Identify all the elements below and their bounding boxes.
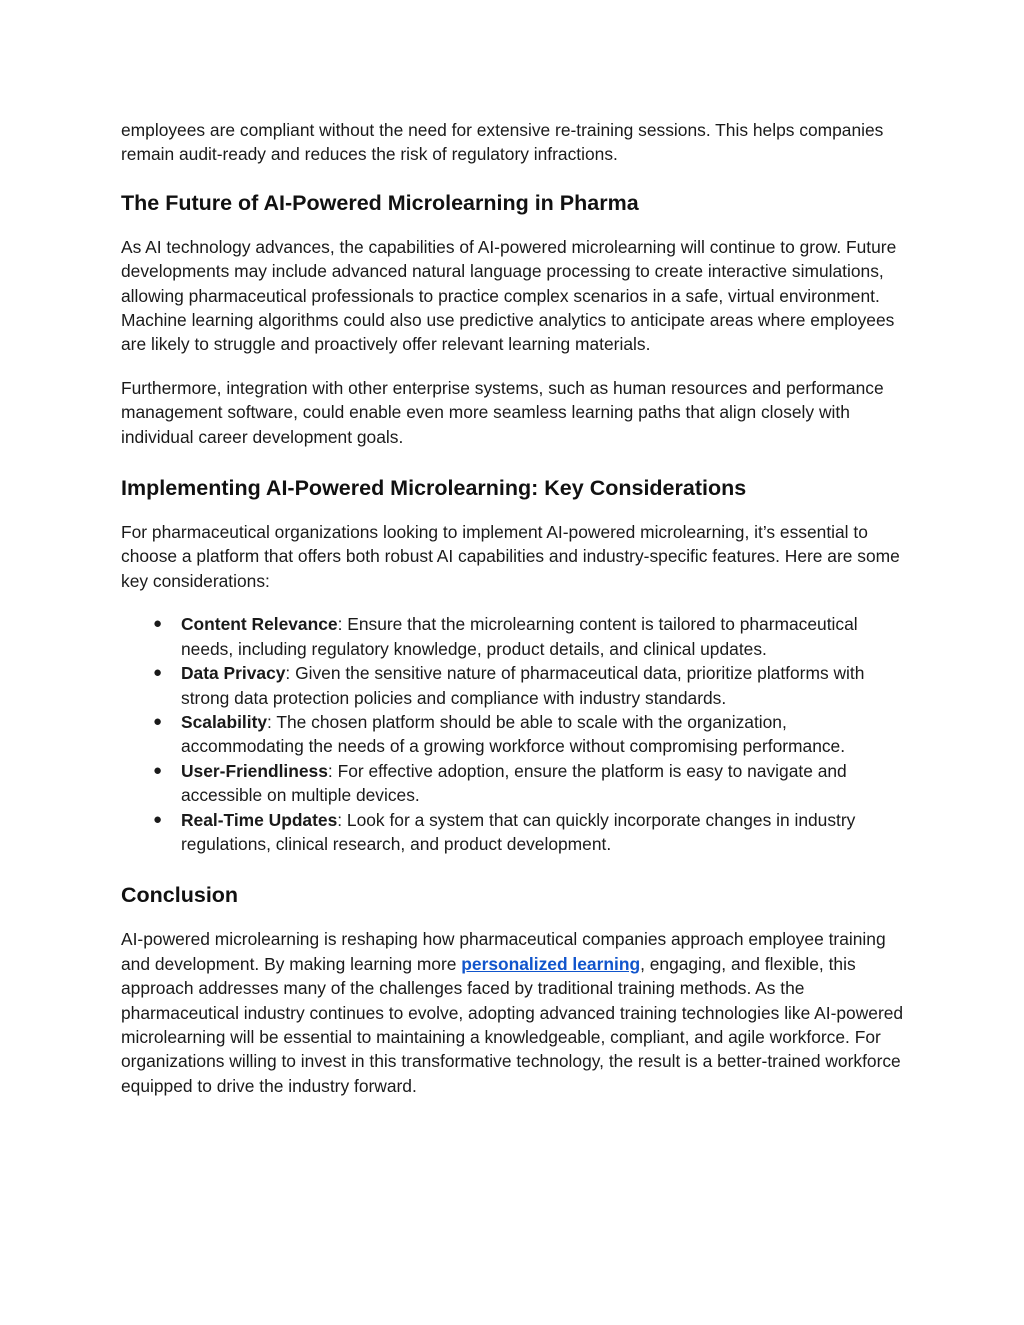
list-item [121, 661, 911, 710]
implementing-heading: Implementing AI-Powered Microlearning: Key Considerations [121, 476, 747, 501]
conclusion-text-end: , engaging, and flexible, this approach addresses many of the challenges faced by traditional training methods. As the pharmaceutical industry continues to evolve, adopting advanced training technologies like AI-powered microlearning will be essential to maintaining a knowledgeable, compliant, and agile workforce. For organizations willing to invest in this transformative technology, the result is a better-trained workforce equipped to drive the industry forward. [121, 953, 904, 1096]
list-item [121, 759, 911, 808]
bullet-icon: ● [153, 810, 163, 828]
list-item [121, 612, 911, 661]
list-item [121, 710, 911, 759]
conclusion-heading: Conclusion [121, 883, 239, 908]
list-item-term: Data Privacy [181, 663, 286, 684]
future-paragraph-1: As AI technology advances, the capabilities of AI-powered microlearning will continue to grow. Future developments may include advanced natural language processing to create interactive simulations, allowing pharmaceutical professionals to practice complex scenarios in a safe, virtual environment. Machine learning algorithms could also use predictive analytics to anticipate areas where employees are likely to struggle and proactively offer relevant learning materials. [121, 236, 897, 355]
bullet-icon: ● [153, 664, 163, 682]
conclusion-paragraph [121, 927, 911, 1098]
future-heading: The Future of AI-Powered Microlearning in Pharma [121, 190, 639, 215]
list-item-term: User-Friendliness [181, 760, 328, 781]
future-paragraph-2: Furthermore, integration with other enterprise systems, such as human resources and performance management software, could enable even more seamless learning paths that align closely with individual career development goals. [121, 377, 884, 447]
conclusion-text-start: AI-powered microlearning is reshaping how pharmaceutical companies approach employee training and development. By making learning more [121, 929, 886, 974]
document-page [121, 118, 911, 1098]
personalized-learning-link[interactable]: personalized learning [461, 953, 641, 974]
list-item-text: : For effective adoption, ensure the platform is easy to navigate and accessible on multiple devices. [181, 760, 847, 806]
list-item [121, 808, 911, 857]
list-item-term: Real-Time Updates [181, 809, 338, 830]
list-item-term: Scalability [181, 711, 268, 732]
implementing-paragraph: For pharmaceutical organizations looking to implement AI-powered microlearning, it’s essential to choose a platform that offers both robust AI capabilities and industry-specific features. Here are some key considerations: [121, 522, 900, 591]
list-item-text: : Given the sensitive nature of pharmaceutical data, prioritize platforms with strong data protection policies and compliance with industry standards. [181, 663, 865, 708]
bullet-icon: ● [153, 615, 163, 633]
bullet-icon: ● [153, 761, 163, 779]
intro-paragraph: employees are compliant without the need for extensive re-training sessions. This helps companies remain audit-ready and reduces the risk of regulatory infractions. [121, 120, 884, 165]
list-item-text: : The chosen platform should be able to scale with the organization, accommodating the needs of a growing workforce without compromising performance. [181, 711, 846, 757]
considerations-list [121, 612, 911, 856]
list-item-text: : Ensure that the microlearning content is tailored to pharmaceutical needs, including regulatory knowledge, product details, and clinical updates. [181, 614, 858, 659]
list-item-term: Content Relevance [181, 614, 338, 635]
list-item-text: : Look for a system that can quickly incorporate changes in industry regulations, clinical research, and product development. [181, 809, 856, 854]
bullet-icon: ● [153, 712, 163, 730]
